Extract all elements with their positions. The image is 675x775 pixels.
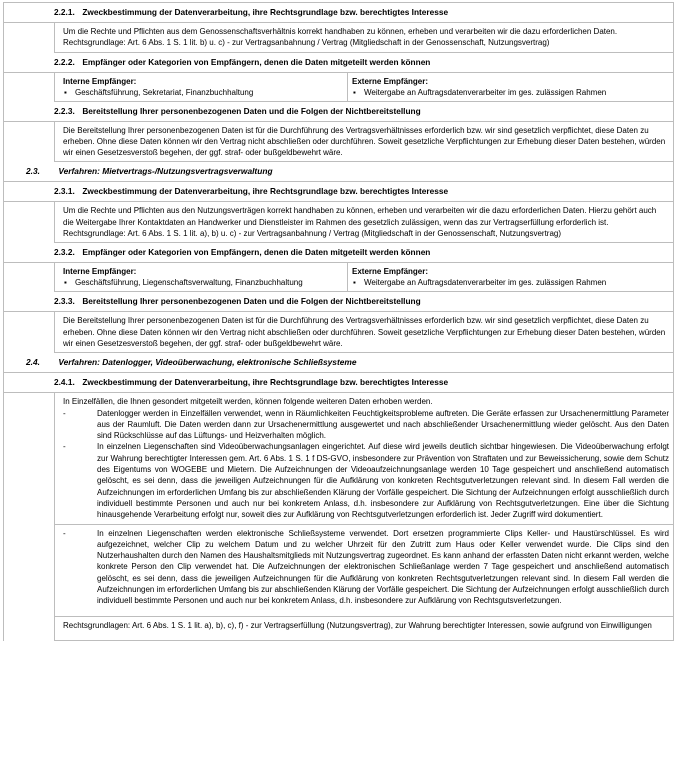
section-heading-2-2-3 (4, 102, 673, 122)
list-item-text: Geschäftsführung, Sekretariat, Finanzbuchhaltung (75, 87, 254, 97)
section-body-2-4-1 (54, 393, 673, 524)
recipients-table-2-2-2 (54, 73, 673, 102)
section-body-2-2-1 (54, 23, 673, 53)
dash-item-text: In einzelnen Liegenschaften sind Videoüberwachungsanlagen eingerichtet. Auf diese wird jeweils deutlich sichtbar hingewiesen. Die Videoüberwachung erfolgt zur Wahrung berechtigter Interessen gem. Art. 6 Abs. 1 S. 1 f DS-GVO, insbesondere zur Prävention von Straftaten und zur Beweissicherung, sowie dem Schutz des Eigentums von WOGEBE und Mietern. Die Aufzeichnungen der Videoaufzeichnungsanlage werden 10 Tage gespeichert und anschließend automatisch gelöscht, es sei denn, dass die jeweiligen Aufzeichnungen für die Aufklärung von konkreten Rechtsgutverletzungen relevant sind. In diesem Fall werden die Aufzeichnungen im erforderlichen Umfang bis zur abschließenden Klärung der Vorfälle gespeichert. Die Sichtung der Aufzeichnungen erfolgt ausschließlich durch individuell bestimmte Personen und auch nur bei konkretem Anlass, d.h. insbesondere zur Aufklärung von Rechtsgutverletzungen. Eine über die Sichtung hinausgehende Verarbeitung erfolgt nur, soweit dies zur Aufklärung von Rechtsgutverletzungen erforderlich ist. Jeder Zugriff wird dokumentiert. (97, 442, 669, 520)
dash-item-video (63, 441, 669, 520)
section-number: 2.2.1. (54, 7, 75, 17)
bullet-icon: ▪ (353, 87, 356, 97)
list-item-text: Weitergabe an Auftragsdatenverarbeiter im ges. zulässigen Rahmen (364, 278, 607, 288)
dash-item-datalogger (63, 408, 669, 442)
list-item (63, 277, 343, 288)
section-heading-2-4 (4, 353, 673, 373)
bullet-icon: ▪ (64, 87, 67, 97)
section-heading-2-3-3 (4, 292, 673, 312)
paragraph: Um die Rechte und Pflichten aus dem Genossenschaftsverhältnis korrekt handhaben zu können, erheben und verarbeiten wir die dazu erforderlichen Daten. (63, 27, 618, 36)
section-body-2-4-1-locks (54, 525, 673, 617)
document-page (3, 2, 674, 641)
section-number: 2.4.1. (54, 377, 75, 388)
section-title: Empfänger oder Kategorien von Empfängern, denen die Daten mitgeteilt werden können (82, 56, 431, 67)
bullet-icon: ▪ (353, 278, 356, 288)
section-title: Empfänger oder Kategorien von Empfängern, denen die Daten mitgeteilt werden können (82, 247, 431, 258)
list-item-text: Geschäftsführung, Liegenschaftsverwaltung, Finanzbuchhaltung (75, 278, 303, 288)
list-item-text: Weitergabe an Auftragsdatenverarbeiter im ges. zulässigen Rahmen (364, 87, 607, 97)
dash-item-text: Datenlogger werden in Einzelfällen verwendet, wenn in Räumlichkeiten Feuchtigkeitsprobleme auftreten. Die Geräte erfassen zur Ursachenermittlung Parameter aus der Raumluft. Die Daten werden dann zur Ursachenermittlung ausgewertet und nach abschließender Ursachenermittlung wieder gelöscht. Aus den Daten sind Rückschlüsse auf das Lüftungs- und Heizverhalten möglich. (97, 408, 669, 441)
list-item (352, 87, 669, 98)
list-item (352, 277, 669, 288)
section-heading-2-2-2 (4, 53, 673, 73)
paragraph: Um die Rechte und Pflichten aus den Nutzungsverträgen korrekt handhaben zu können, erheben und verarbeiten wir die dazu erforderlichen Daten. Hierzu gehört auch die Weitergabe Ihrer Kontaktdaten an Handwerker und Dienstleister im Rahmen des gesetzlich zulässigen, wenn das zur Vertragserfüllung erforderlich ist. (63, 206, 657, 227)
list-item (63, 87, 343, 98)
section-title: Bereitstellung Ihrer personenbezogenen Daten und die Folgen der Nichtbereitstellung (82, 296, 421, 307)
section-body-2-3-3 (54, 312, 673, 353)
internal-recipients (55, 263, 348, 291)
legal-basis: Rechtsgrundlage: Art. 6 Abs. 1 S. 1 lit. b) u. c) - zur Vertragsanbahnung / Vertrag (Mitgliedschaft in der Genossenschaft, Nutzungsvertrag) (63, 38, 550, 48)
section-number: 2.3.3. (54, 296, 75, 307)
section-title: Verfahren: Datenlogger, Videoüberwachung, elektronische Schließsysteme (58, 357, 357, 368)
section-number: 2.3.1. (54, 186, 75, 197)
external-recipients (348, 263, 673, 291)
section-number: 2.3. (26, 166, 40, 177)
dash-item-text: In einzelnen Liegenschaften werden elektronische Schließsysteme verwendet. Dort ersetzen programmierte Clips Keller- und Haustürschlüssel. Es wird aufgezeichnet, welcher Clip zu welchem Datum und zu welcher Uhrzeit für den Zutritt zum Haus oder Keller verwendet wurde. Die Clips sind den Nutzerhaushalten durch den Namen des Haushaltsmitglieds mit Nutzungsvertrag zugeordnet. Es kann anhand der erfassten Daten nicht erkannt werden, welche konkrete Person den Clip verwendet hat. Die Aufzeichnungen der elektronischen Schließanlage werden 7 Tage gespeichert und anschließend automatisch gelöscht, es sei denn, dass die jeweiligen Aufzeichnungen für die Aufklärung von konkreten Rechtsgutverletzungen relevant sind. In diesem Fall werden die Aufzeichnungen im erforderlichen Umfang bis zur abschließenden Klärung der Vorfälle gespeichert. Die Sichtung der Aufzeichnungen erfolgt ausschließlich durch individuell bestimmte Personen und auch nur bei konkretem Anlass, d.h. insbesondere zur Aufklärung von Rechtsgutsverletzungen. (97, 528, 669, 606)
section-title: Zweckbestimmung der Datenverarbeitung, ihre Rechtsgrundlage bzw. berechtigtes Interesse (82, 7, 449, 17)
section-title: Bereitstellung Ihrer personenbezogenen Daten und die Folgen der Nichtbereitstellung (82, 105, 421, 116)
section-number: 2.3.2. (54, 247, 75, 258)
section-title: Verfahren: Mietvertrags-/Nutzungsvertragsverwaltung (58, 166, 273, 177)
internal-recipients (55, 73, 348, 101)
dash-marker: - (63, 528, 66, 538)
section-heading-2-2-1 (4, 3, 673, 23)
legal-basis: Rechtsgrundlagen: Art. 6 Abs. 1 S. 1 lit. a), b), c), f) - zur Vertragserfüllung (Nutzungsvertrag), zur Wahrung berechtigter Interessen, sowie aufgrund von Einwilligungen (63, 620, 652, 630)
section-heading-2-3-1 (4, 182, 673, 202)
section-number: 2.2.2. (54, 56, 75, 67)
section-body-2-3-1 (54, 202, 673, 243)
section-heading-2-3 (4, 162, 673, 182)
external-recipients (348, 73, 673, 101)
section-body-2-4-1-legal (54, 617, 673, 641)
section-heading-2-4-1 (4, 373, 673, 393)
legal-basis: Rechtsgrundlage: Art. 6 Abs. 1 S. 1 lit. a), b) u. c) - zur Vertragsanbahnung / Vertrag (Mitgliedschaft in der Genossenschaft, Nutzungsvertrag) (63, 229, 562, 239)
dash-item-locks (63, 528, 669, 607)
intro-paragraph: In Einzelfällen, die Ihnen gesondert mitgeteilt werden, können folgende weiteren Daten erhoben werden. (63, 397, 433, 407)
recipients-table-2-3-2 (54, 263, 673, 292)
section-body-2-2-3 (54, 122, 673, 163)
dash-marker: - (63, 442, 66, 452)
section-number: 2.2.3. (54, 105, 75, 116)
external-recipients-label: Externe Empfänger: (352, 267, 429, 277)
section-number: 2.4. (26, 357, 40, 368)
section-title: Zweckbestimmung der Datenverarbeitung, ihre Rechtsgrundlage bzw. berechtigtes Interesse (82, 377, 449, 388)
internal-recipients-label: Interne Empfänger: (63, 267, 137, 277)
bullet-icon: ▪ (64, 278, 67, 288)
external-recipients-label: Externe Empfänger: (352, 76, 429, 86)
section-title: Zweckbestimmung der Datenverarbeitung, ihre Rechtsgrundlage bzw. berechtigtes Interesse (82, 186, 449, 197)
internal-recipients-label: Interne Empfänger: (63, 76, 137, 86)
section-heading-2-3-2 (4, 243, 673, 263)
dash-marker: - (63, 408, 66, 418)
paragraph: Die Bereitstellung Ihrer personenbezogenen Daten ist für die Durchführung des Vertragsverhältnisses erforderlich bzw. wir sind gesetzlich verpflichtet, diese Daten zu erheben. Ohne diese Daten können wir den Vertrag nicht abschließen oder durchführen. Soweit gesetzliche Verpflichtungen zur Erhebung dieser Daten bestehen, würden wir einen Gesetzesverstoß begehen, der ggf. straf- oder bußgeldbewehrt wäre. (63, 125, 666, 158)
paragraph: Die Bereitstellung Ihrer personenbezogenen Daten ist für die Durchführung des Vertragsverhältnisses erforderlich bzw. wir sind gesetzlich verpflichtet, diese Daten zu erheben. Ohne diese Daten können wir den Vertrag nicht abschließen oder durchführen. Soweit gesetzliche Verpflichtungen zur Erhebung dieser Daten bestehen, würden wir einen Gesetzesverstoß begehen, der ggf. straf- oder bußgeldbewehrt wäre. (63, 316, 666, 348)
